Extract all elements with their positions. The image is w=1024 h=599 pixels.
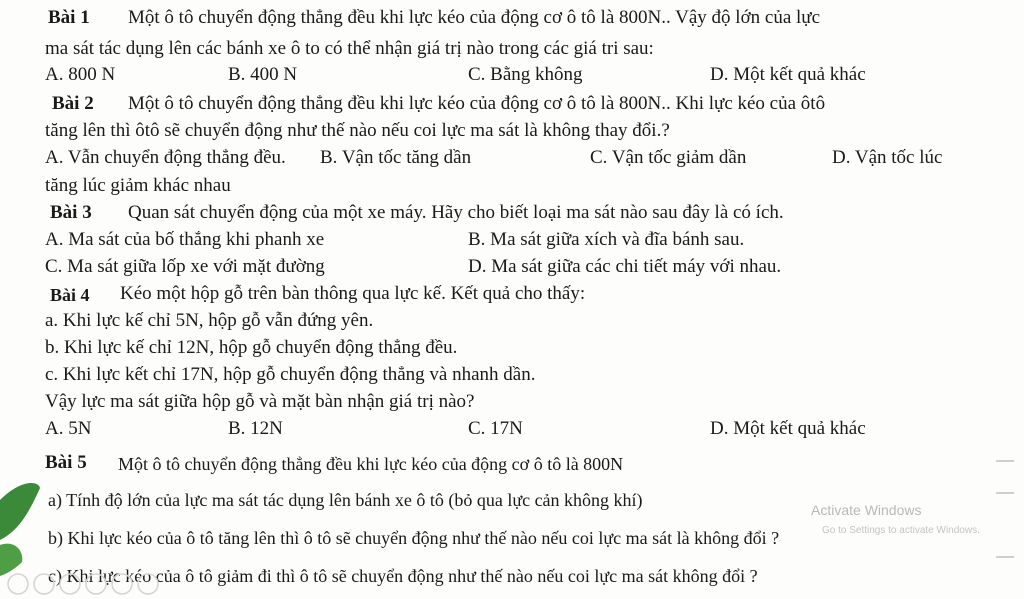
b3-title: Bài 3	[50, 202, 92, 223]
b4-item-a: a. Khi lực kế chỉ 5N, hộp gỗ vẫn đứng yên.	[45, 310, 374, 331]
b4-item-c: c. Khi lực kết chỉ 17N, hộp gỗ chuyển động thẳng và nhanh dần.	[45, 364, 536, 385]
b1-question-line2: ma sát tác dụng lên các bánh xe ô to có thể nhận giá trị nào trong các giá tri sau:	[45, 38, 654, 59]
b2-option-d-cont: tăng lúc giảm khác nhau	[45, 175, 231, 195]
b4-option-c: C. 17N	[468, 418, 523, 439]
b2-question-line1: Một ô tô chuyển động thẳng đều khi lực kéo của động cơ ô tô là 800N.. Khi lực kéo của ôtô	[128, 93, 826, 114]
b5-title: Bài 5	[45, 452, 87, 473]
b1-option-b: B. 400 N	[228, 64, 298, 85]
b2-option-a: A. Vẫn chuyển động thẳng đều.	[45, 147, 286, 168]
b4-question: Kéo một hộp gỗ trên bàn thông qua lực kế. Kết quả cho thấy:	[120, 283, 586, 304]
b4-option-a: A. 5N	[45, 418, 92, 439]
b4-item-b: b. Khi lực kế chỉ 12N, hộp gỗ chuyển động thẳng đều.	[45, 337, 458, 358]
b1-option-a: A. 800 N	[45, 64, 116, 85]
b5-part-c: c) Khi lực kéo của ô tô giảm đi thì ô tô sẽ chuyển động như thế nào nếu coi lực ma sát không đổi ?	[48, 566, 758, 586]
b2-title: Bài 2	[52, 93, 94, 114]
scroll-mark	[996, 556, 1014, 558]
b4-option-b: B. 12N	[228, 418, 283, 439]
b2-option-b: B. Vận tốc tăng dần	[320, 147, 472, 168]
b1-title: Bài 1	[48, 7, 90, 28]
toolbar-circle-icons	[0, 570, 170, 599]
b3-option-a: A. Ma sát của bố thắng khi phanh xe	[45, 229, 325, 250]
b3-option-d: D. Ma sát giữa các chi tiết máy với nhau.	[468, 256, 782, 277]
leaf-decoration	[0, 470, 40, 580]
b3-option-c: C. Ma sát giữa lốp xe với mặt đường	[45, 256, 325, 277]
b1-question-line1: Một ô tô chuyển động thẳng đều khi lực kéo của động cơ ô tô là 800N.. Vậy độ lớn của lực	[128, 7, 821, 28]
scroll-mark	[996, 460, 1014, 462]
b1-option-d: D. Một kết quả khác	[710, 64, 866, 85]
b4-question2: Vậy lực ma sát giữa hộp gỗ và mặt bàn nhận giá trị nào?	[45, 391, 475, 412]
b2-question-line2: tăng lên thì ôtô sẽ chuyển động như thế nào nếu coi lực ma sát là không thay đổi.?	[45, 120, 670, 141]
activate-windows-watermark: Activate Windows	[811, 502, 922, 518]
b3-option-b: B. Ma sát giữa xích và đĩa bánh sau.	[468, 229, 745, 250]
activate-windows-subtext: Go to Settings to activate Windows.	[822, 525, 980, 536]
b4-title: Bài 4	[50, 285, 90, 305]
b5-question: Một ô tô chuyển động thẳng đều khi lực kéo của động cơ ô tô là 800N	[118, 454, 624, 474]
b5-part-b: b) Khi lực kéo của ô tô tăng lên thì ô tô sẽ chuyển động như thế nào nếu coi lực ma sát là không đổi ?	[48, 528, 780, 548]
b1-option-c: C. Bằng không	[468, 64, 583, 85]
b5-part-a: a) Tính độ lớn của lực ma sát tác dụng lên bánh xe ô tô (bỏ qua lực cản không khí)	[48, 490, 643, 510]
b4-option-d: D. Một kết quả khác	[710, 418, 866, 439]
b3-question: Quan sát chuyển động của một xe máy. Hãy cho biết loại ma sát nào sau đây là có ích.	[128, 202, 784, 223]
scroll-mark	[996, 492, 1014, 494]
b2-option-d: D. Vận tốc lúc	[832, 147, 943, 168]
b2-option-c: C. Vận tốc giảm dần	[590, 147, 747, 168]
